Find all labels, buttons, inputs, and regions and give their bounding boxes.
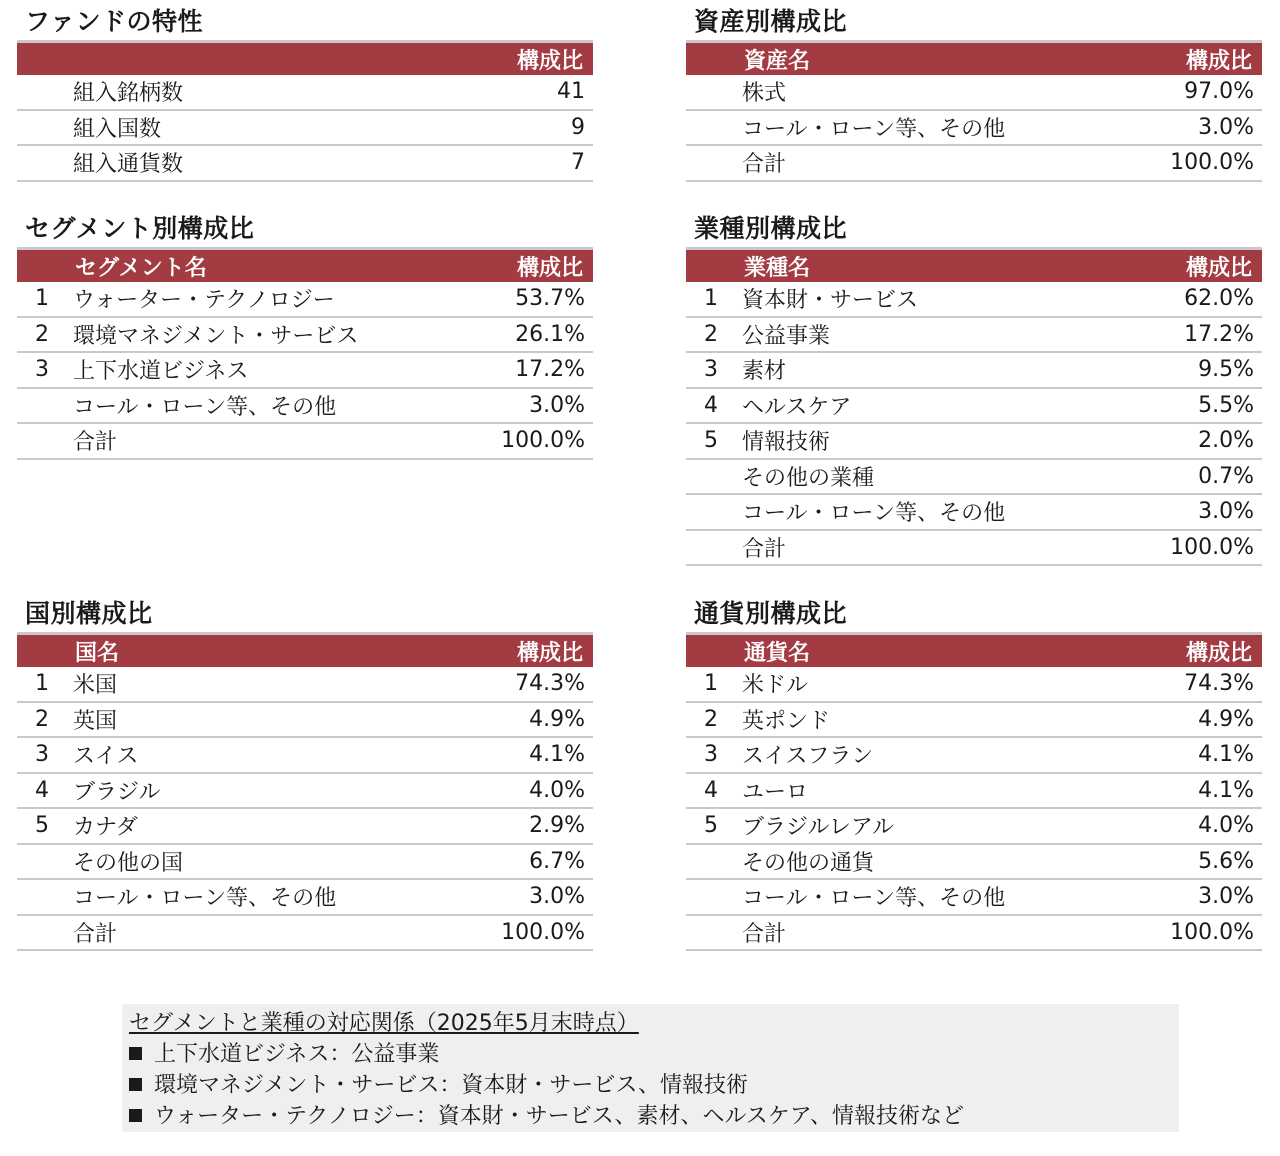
row-name: 合計 <box>742 152 787 178</box>
row-rank: 4 <box>35 777 49 803</box>
row-rank: 5 <box>704 813 718 839</box>
row-value: 4.1% <box>529 742 585 768</box>
row-name: 上下水道ビジネス <box>73 359 249 385</box>
section-title: 通貨別構成比 <box>694 599 848 628</box>
table-row <box>17 318 593 354</box>
row-name: 米ドル <box>742 673 809 699</box>
row-value: 17.2% <box>1184 321 1254 347</box>
row-rank: 1 <box>35 286 49 312</box>
header-ratio: 構成比 <box>516 255 583 281</box>
header-name: 業種名 <box>744 255 811 281</box>
row-name: 情報技術 <box>742 430 831 456</box>
table-row <box>17 916 593 952</box>
row-name: その他の国 <box>73 850 184 876</box>
table-row <box>686 353 1262 389</box>
row-name: スイス <box>73 744 139 770</box>
table-row <box>686 916 1262 952</box>
row-name: 英ポンド <box>742 708 831 734</box>
row-value: 2.0% <box>1198 428 1254 454</box>
section-title: 業種別構成比 <box>694 214 848 243</box>
row-name: カナダ <box>73 815 138 841</box>
square-bullet-icon <box>129 1078 142 1091</box>
note-title: セグメントと業種の対応関係（2025年5月末時点） <box>129 1011 639 1036</box>
row-name: 組入銘柄数 <box>73 81 184 107</box>
table-row <box>686 809 1262 845</box>
note-item-text: ウォーター・テクノロジー：資本財・サービス、素材、ヘルスケア、情報技術など <box>154 1104 965 1129</box>
sector-allocation-section <box>686 211 1262 566</box>
segment-sector-mapping-note <box>122 1004 1179 1132</box>
row-name: その他の通貨 <box>742 850 875 876</box>
table-row <box>686 774 1262 810</box>
table-row <box>686 667 1262 703</box>
row-value: 53.7% <box>515 286 585 312</box>
row-rank: 4 <box>704 392 718 418</box>
row-value: 4.1% <box>1198 777 1254 803</box>
row-rank: 4 <box>704 777 718 803</box>
table-row <box>686 75 1262 111</box>
currency-allocation-section <box>686 596 1262 951</box>
table-row <box>17 880 593 916</box>
note-item-text: 上下水道ビジネス：公益事業 <box>154 1042 440 1067</box>
table-row <box>17 282 593 318</box>
table-header <box>686 247 1262 282</box>
row-rank: 2 <box>704 706 718 732</box>
row-rank: 2 <box>35 321 49 347</box>
table-row <box>686 318 1262 354</box>
row-value: 9 <box>571 114 585 140</box>
row-value: 6.7% <box>529 848 585 874</box>
table-row <box>686 845 1262 881</box>
square-bullet-icon <box>129 1047 142 1060</box>
table-row <box>17 111 593 147</box>
row-rank: 3 <box>35 742 49 768</box>
row-value: 97.0% <box>1184 79 1254 105</box>
table-row <box>17 424 593 460</box>
row-name: 合計 <box>73 921 118 947</box>
row-name: 組入国数 <box>73 116 162 142</box>
row-rank: 3 <box>704 742 718 768</box>
row-rank: 5 <box>35 813 49 839</box>
row-name: 合計 <box>742 921 787 947</box>
section-title: セグメント別構成比 <box>25 214 255 243</box>
table-row <box>686 880 1262 916</box>
table-row <box>686 111 1262 147</box>
row-name: 株式 <box>742 81 787 107</box>
table-row <box>686 703 1262 739</box>
row-name: 英国 <box>73 708 118 734</box>
country-allocation-section <box>17 596 593 951</box>
row-name: ブラジル <box>73 779 161 805</box>
row-name: 合計 <box>73 430 118 456</box>
note-item-text: 環境マネジメント・サービス：資本財・サービス、情報技術 <box>154 1073 749 1098</box>
row-name: コール・ローン等、その他 <box>73 394 337 420</box>
row-name: ウォーター・テクノロジー <box>73 288 335 314</box>
table-row <box>17 389 593 425</box>
header-ratio: 構成比 <box>1185 48 1252 74</box>
row-rank: 1 <box>35 671 49 697</box>
section-title: ファンドの特性 <box>25 7 204 36</box>
note-item <box>129 1039 1179 1070</box>
table-row <box>686 146 1262 182</box>
table-header <box>17 40 593 75</box>
row-value: 5.5% <box>1198 392 1254 418</box>
row-rank: 2 <box>35 706 49 732</box>
table-row <box>686 738 1262 774</box>
row-value: 0.7% <box>1198 463 1254 489</box>
note-item <box>129 1070 1179 1101</box>
row-name: 合計 <box>742 536 787 562</box>
row-rank: 5 <box>704 428 718 454</box>
table-row <box>17 703 593 739</box>
note-item <box>129 1101 1179 1132</box>
table-row <box>17 353 593 389</box>
row-name: 公益事業 <box>742 323 831 349</box>
row-value: 9.5% <box>1198 357 1254 383</box>
header-ratio: 構成比 <box>1185 640 1252 666</box>
row-name: コール・ローン等、その他 <box>742 116 1006 142</box>
row-name: 素材 <box>742 359 787 385</box>
table-row <box>17 809 593 845</box>
row-name: コール・ローン等、その他 <box>742 501 1006 527</box>
table-row <box>17 845 593 881</box>
header-ratio: 構成比 <box>516 640 583 666</box>
segment-allocation-section <box>17 211 593 460</box>
row-value: 100.0% <box>1170 534 1254 560</box>
row-value: 3.0% <box>529 392 585 418</box>
row-value: 100.0% <box>1170 919 1254 945</box>
row-value: 100.0% <box>1170 150 1254 176</box>
asset-allocation-section <box>686 0 1262 182</box>
table-row <box>17 738 593 774</box>
header-name: 通貨名 <box>744 640 811 666</box>
table-row <box>17 774 593 810</box>
row-name: 環境マネジメント・サービス <box>73 323 359 349</box>
table-row <box>686 389 1262 425</box>
row-rank: 3 <box>704 357 718 383</box>
row-value: 3.0% <box>1198 499 1254 525</box>
table-row <box>686 495 1262 531</box>
table-row <box>686 460 1262 496</box>
header-name: 資産名 <box>744 48 811 74</box>
table-header <box>17 632 593 667</box>
row-value: 26.1% <box>515 321 585 347</box>
row-name: ヘルスケア <box>742 394 852 420</box>
row-value: 3.0% <box>1198 884 1254 910</box>
table-row <box>686 282 1262 318</box>
table-header <box>686 632 1262 667</box>
row-value: 3.0% <box>1198 114 1254 140</box>
row-value: 5.6% <box>1198 848 1254 874</box>
row-value: 4.0% <box>529 777 585 803</box>
row-value: 41 <box>557 79 585 105</box>
row-name: コール・ローン等、その他 <box>742 886 1006 912</box>
row-name: スイスフラン <box>742 744 874 770</box>
row-value: 100.0% <box>501 428 585 454</box>
header-ratio: 構成比 <box>516 48 583 74</box>
row-name: コール・ローン等、その他 <box>73 886 337 912</box>
row-name: 資本財・サービス <box>742 288 919 314</box>
table-header <box>686 40 1262 75</box>
square-bullet-icon <box>129 1109 142 1122</box>
table-row <box>686 424 1262 460</box>
row-rank: 1 <box>704 671 718 697</box>
table-row <box>17 667 593 703</box>
row-name: ブラジルレアル <box>742 815 895 841</box>
row-value: 4.9% <box>1198 706 1254 732</box>
row-value: 74.3% <box>1184 671 1254 697</box>
row-name: 米国 <box>73 673 118 699</box>
row-value: 17.2% <box>515 357 585 383</box>
header-name: 国名 <box>75 640 120 666</box>
row-value: 62.0% <box>1184 286 1254 312</box>
header-name: セグメント名 <box>75 255 207 281</box>
table-header <box>17 247 593 282</box>
row-value: 3.0% <box>529 884 585 910</box>
table-row <box>686 531 1262 567</box>
row-value: 74.3% <box>515 671 585 697</box>
row-value: 4.9% <box>529 706 585 732</box>
section-title: 資産別構成比 <box>694 7 848 36</box>
fund-characteristics-section <box>17 0 593 182</box>
table-row <box>17 146 593 182</box>
row-value: 100.0% <box>501 919 585 945</box>
row-rank: 1 <box>704 286 718 312</box>
row-rank: 2 <box>704 321 718 347</box>
row-name: ユーロ <box>742 779 809 805</box>
section-title: 国別構成比 <box>25 599 153 628</box>
row-name: その他の業種 <box>742 465 875 491</box>
row-name: 組入通貨数 <box>73 152 184 178</box>
row-value: 7 <box>571 150 585 176</box>
table-row <box>17 75 593 111</box>
header-ratio: 構成比 <box>1185 255 1252 281</box>
row-value: 4.1% <box>1198 742 1254 768</box>
row-rank: 3 <box>35 357 49 383</box>
row-value: 2.9% <box>529 813 585 839</box>
row-value: 4.0% <box>1198 813 1254 839</box>
